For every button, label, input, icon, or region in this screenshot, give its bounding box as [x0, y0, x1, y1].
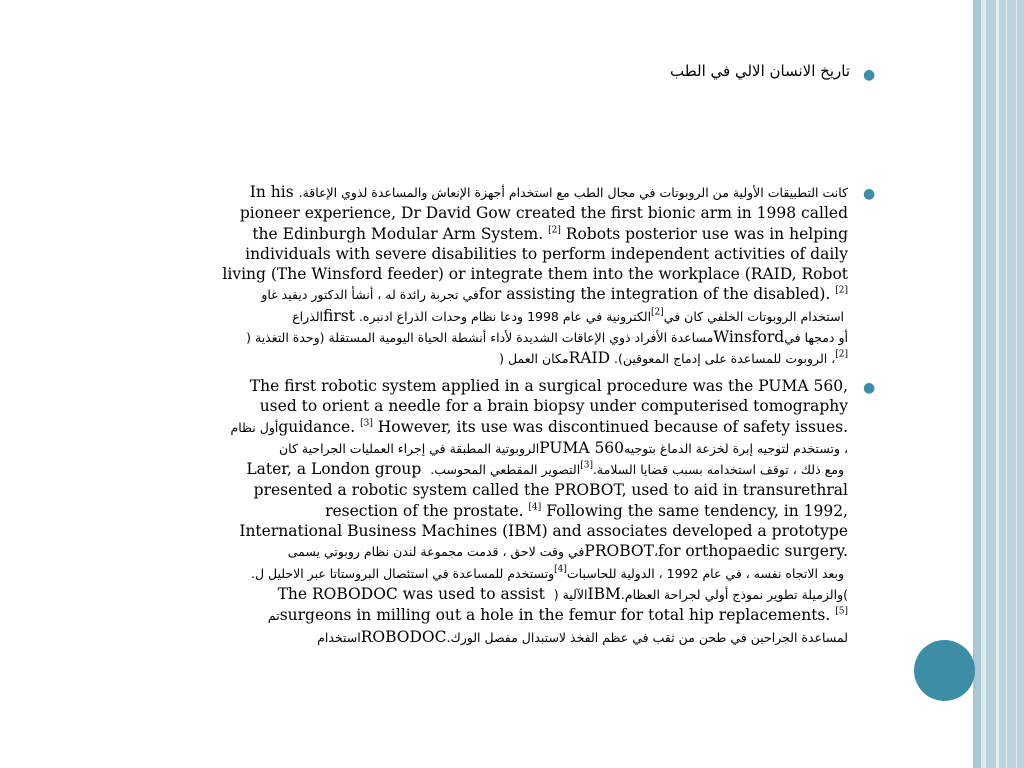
english-text: for orthopaedic surgery. [658, 542, 848, 561]
frame-line [1016, 0, 1017, 768]
arabic-text: ، الروبوت للمساعدة على إدماج المعوقين). [610, 351, 836, 367]
english-text: presented a robotic system called the PROBOT, used to aid in transurethral [253, 481, 848, 500]
english-text: Winsford [713, 328, 785, 347]
english-text: RAID [568, 349, 611, 368]
text-line [60, 182, 848, 203]
english-text: The first robotic system applied in a surgical procedure was the PUMA 560, [249, 377, 848, 395]
text-line [60, 627, 848, 648]
english-text: individuals with severe disabilities to perform independent activities of daily [245, 244, 848, 263]
english-text: pioneer experience, Dr David Gow created the first bionic arm in 1998 called [239, 204, 848, 223]
english-text: International Business Machines (IBM) and associates developed a prototype [239, 522, 848, 541]
english-text: Robots posterior use was in helping [560, 224, 848, 243]
decorative-circle [914, 640, 975, 701]
arabic-text: مكان العمل ( [495, 351, 569, 367]
citation-ref: [2] [651, 307, 664, 318]
english-text: living (The Winsford feeder) or integrate them into the workplace (RAID, Robot [222, 265, 848, 284]
arabic-text: التصوير المقطعي المحوسب. [426, 462, 581, 478]
bullet-icon: ● [863, 186, 876, 202]
english-text: PUMA 560 [539, 438, 625, 457]
citation-ref: [2] [835, 350, 848, 361]
citation-ref: [5] [835, 606, 848, 617]
text-line [60, 438, 848, 459]
english-text: The ROBODOC was used to assist [277, 584, 550, 603]
arabic-text: مساعدة الأفراد ذوي الإعاقات الشديدة لأداء أنشطة الحياة اليومية المستقلة (وحدة التغذية ( [246, 330, 714, 346]
arabic-text: كانت التطبيقات الأولية من الروبوتات في مجال الطب مع استخدام أجهزة الإنعاش والمساعدة لذوي الإعاقة. [298, 185, 848, 200]
citation-ref: [4] [528, 502, 542, 513]
text-line [60, 541, 848, 562]
frame-line [1006, 0, 1007, 768]
arabic-text: لمساعدة الجراحين في طحن من ثقب في عظم الفخذ لاستبدال مفصل الورك. [446, 629, 848, 645]
english-text: PROBOT [584, 542, 654, 561]
text-line [60, 306, 848, 327]
text-line [60, 224, 848, 244]
english-text: surgeons in milling out a hole in the femur for total hip replacements. [279, 606, 836, 625]
english-text: Later, a London group [246, 460, 427, 479]
arabic-text: في وقت لاحق ، قدمت مجموعة لندن نظام روبوتي يسمى [283, 544, 585, 560]
frame-stripe [973, 0, 981, 768]
citation-ref: [3] [580, 460, 593, 471]
english-text: In his [249, 183, 299, 201]
text-line [60, 327, 848, 348]
text-line [60, 521, 848, 541]
english-text: IBM [587, 584, 621, 603]
arabic-text: أول نظام [230, 419, 279, 435]
text-line [60, 459, 848, 480]
arabic-text: في تجربة رائدة له ، أنشأ الدكتور ديفيد غاو [261, 287, 479, 303]
english-text: used to orient a needle for a brain biopsy under computerised tomography [259, 397, 848, 416]
text-line [60, 396, 848, 416]
arabic-text: استخدام الروبوتات الخلفي كان في [663, 308, 848, 324]
bullet-icon: ● [863, 67, 876, 83]
paragraph-2 [60, 376, 848, 648]
arabic-text: وبعد الاتجاه نفسه ، في عام 1992 ، الدولية للحاسبات [566, 565, 848, 581]
citation-ref: [2] [548, 225, 561, 236]
english-text: However, its use was discontinued because of safety issues. [372, 417, 848, 436]
arabic-text: ، [653, 544, 658, 560]
arabic-text: )والزميلة تطوير نموذج أولي لجراحة العظام. [620, 586, 848, 602]
text-line [60, 584, 848, 605]
arabic-text: أو دمجها في [784, 330, 848, 346]
arabic-text: تم [267, 608, 280, 624]
arabic-text: الروبوتية المطبقة في إجراء العمليات الجراحية كان [275, 440, 540, 456]
english-text: resection of the prostate. [325, 501, 529, 520]
text-line [60, 264, 848, 284]
english-text: guidance. [278, 417, 361, 436]
frame-stripe [999, 0, 1024, 768]
frame-stripe [986, 0, 996, 768]
text-line [60, 501, 848, 521]
arabic-text: الذراع [288, 308, 324, 324]
citation-ref: [2] [835, 286, 848, 297]
text-line [60, 563, 848, 584]
text-line [60, 605, 848, 626]
citation-ref: [4] [554, 564, 567, 575]
text-line [60, 284, 848, 305]
english-text: first [323, 306, 355, 325]
arabic-text: ، وتستخدم لتوجيه إبرة لخزعة الدماغ بتوجيه [624, 440, 848, 456]
arabic-text: وتستخدم للمساعدة في استئصال البروستاتا عبر الاحليل ل. [247, 565, 555, 581]
arabic-text: الكترونية في عام 1998 ودعا نظام وحدات الذراع ادنبره. [354, 308, 652, 324]
arabic-text: ومع ذلك ، توقف استخدامه بسبب قضايا السلامة. [592, 462, 848, 478]
arabic-text: استخدام [313, 629, 361, 645]
citation-ref: [3] [360, 418, 373, 429]
text-line [60, 376, 848, 396]
english-text: for assisting the integration of the disabled). [478, 285, 836, 304]
english-text: the Edinburgh Modular Arm System. [252, 224, 549, 243]
text-line [60, 480, 848, 500]
bullet-icon: ● [863, 380, 876, 396]
arabic-text: الآلية ( [549, 586, 588, 602]
english-text: Following the same tendency, in 1992, [541, 501, 848, 520]
text-line [60, 203, 848, 223]
english-text: ROBODOC [360, 627, 447, 646]
text-line [60, 417, 848, 438]
slide-title: تاريخ الانسان الالي في الطب [669, 62, 850, 80]
text-line [60, 348, 848, 369]
paragraph-1 [60, 182, 848, 370]
text-line [60, 244, 848, 264]
